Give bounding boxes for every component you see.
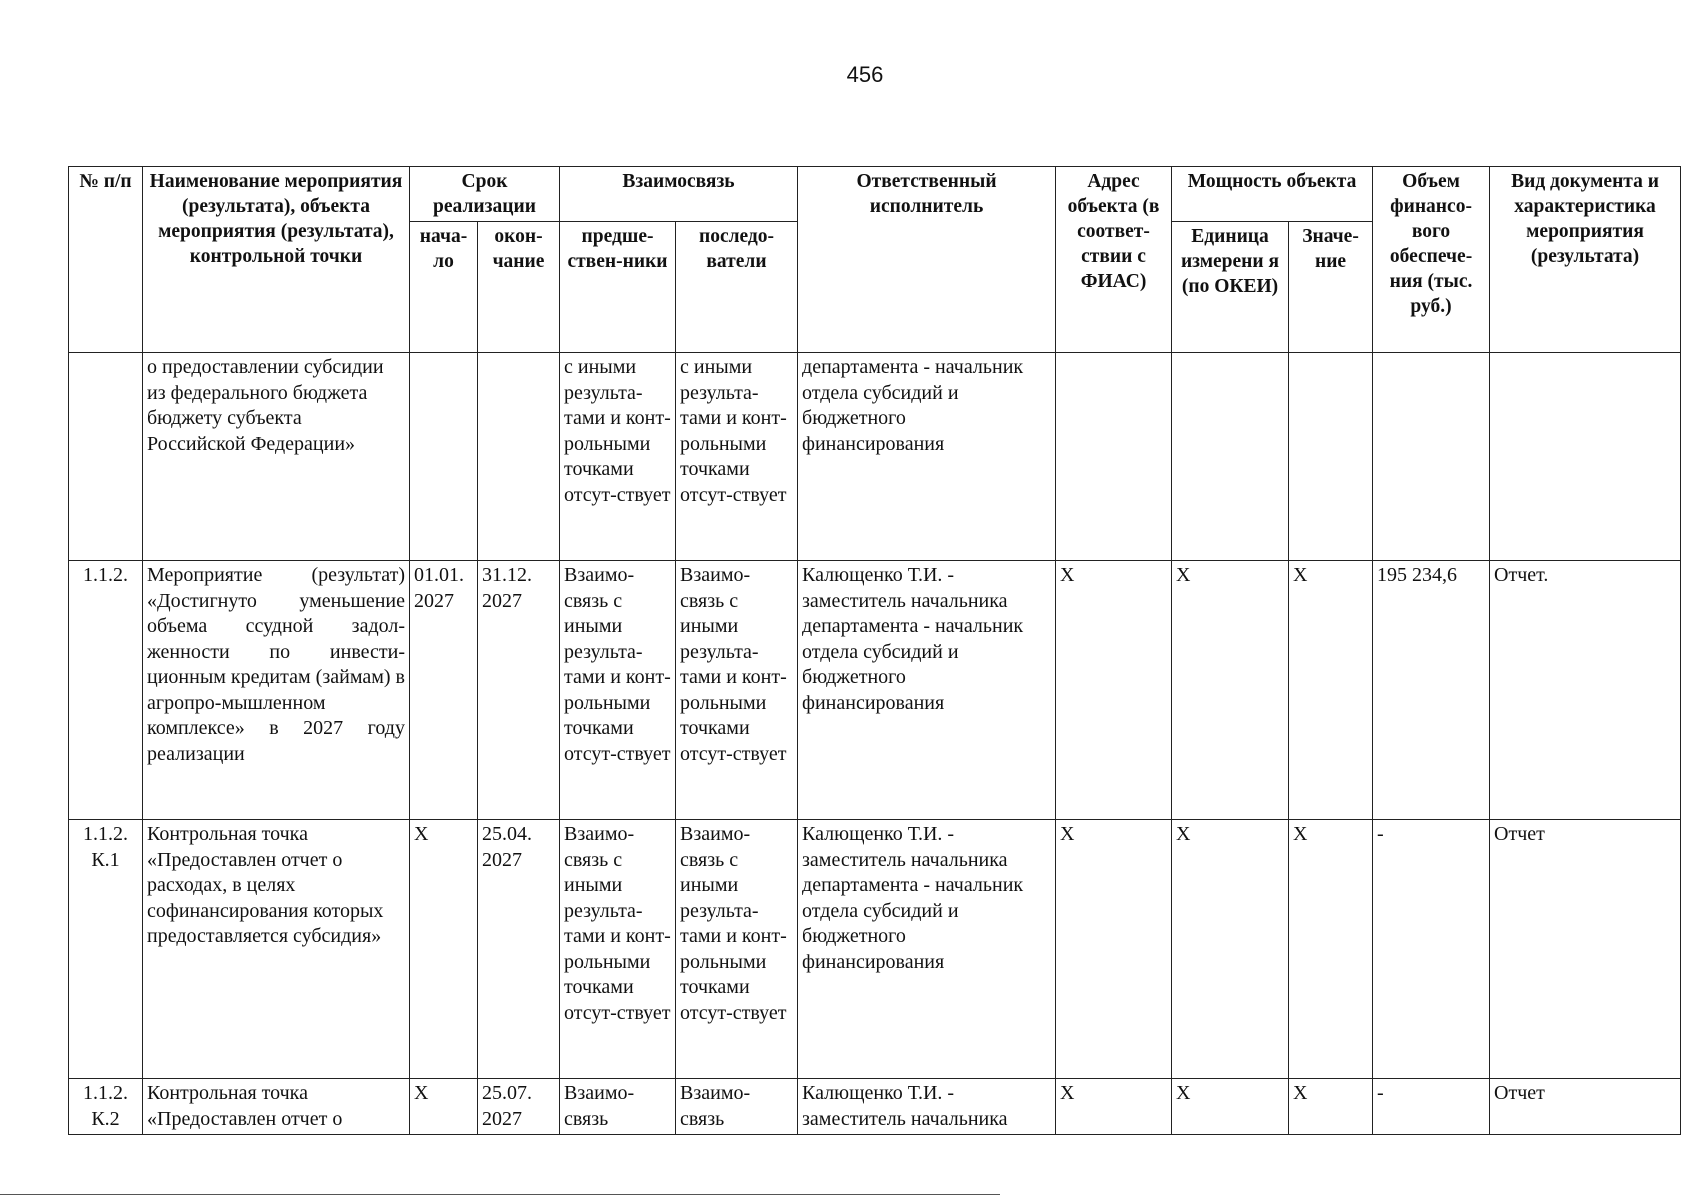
cell-next: Взаимо-связь с иными результа-тами и конт-рольными точками отсут-ствует (676, 561, 798, 820)
cell-value: X (1289, 561, 1373, 820)
cell-next: с иными результа-тами и конт-рольными точками отсут-ствует (676, 353, 798, 561)
header-name: Наименование мероприятия (результата), объекта мероприятия (результата), контрольной точки (143, 167, 410, 353)
cell-unit: X (1172, 1079, 1289, 1135)
header-term: Срок реализации (410, 167, 560, 222)
cell-end: 25.04. 2027 (478, 820, 560, 1079)
table-row (69, 561, 1681, 820)
cell-num: 1.1.2. К.2 (69, 1079, 143, 1135)
header-responsible: Ответственный исполнитель (798, 167, 1056, 353)
header-finance: Объем финансо-вого обеспече-ния (тыс. руб.) (1373, 167, 1490, 353)
cell-end: 25.07. 2027 (478, 1079, 560, 1135)
cell-value: X (1289, 820, 1373, 1079)
cell-unit (1172, 353, 1289, 561)
cell-doc: Отчет (1490, 820, 1681, 1079)
header-term-end: окон-чание (478, 222, 560, 353)
cell-address: X (1056, 1079, 1172, 1135)
cell-unit: X (1172, 820, 1289, 1079)
header-relation-next: последо-ватели (676, 222, 798, 353)
cell-address: X (1056, 561, 1172, 820)
header-capacity-value: Значе-ние (1289, 222, 1373, 353)
cell-responsible: Калющенко Т.И. - заместитель начальника (798, 1079, 1056, 1135)
scan-artifact-line (0, 1194, 1000, 1195)
cell-num: 1.1.2. (69, 561, 143, 820)
cell-finance: - (1373, 820, 1490, 1079)
cell-responsible: департамента - начальник отдела субсидий и бюджетного финансирования (798, 353, 1056, 561)
cell-num (69, 353, 143, 561)
plan-table (68, 166, 1681, 1135)
cell-num: 1.1.2. К.1 (69, 820, 143, 1079)
table-row (69, 820, 1681, 1079)
cell-doc: Отчет (1490, 1079, 1681, 1135)
cell-start: 01.01. 2027 (410, 561, 478, 820)
table-body (69, 353, 1681, 1135)
cell-responsible: Калющенко Т.И. - заместитель начальника департамента - начальник отдела субсидий и бюджетного финансирования (798, 820, 1056, 1079)
cell-finance: - (1373, 1079, 1490, 1135)
header-relation: Взаимосвязь (560, 167, 798, 222)
cell-address: X (1056, 820, 1172, 1079)
header-doc-type: Вид документа и характеристика мероприятия (результата) (1490, 167, 1681, 353)
cell-address (1056, 353, 1172, 561)
header-address: Адрес объекта (в соответ-ствии с ФИАС) (1056, 167, 1172, 353)
cell-start: X (410, 1079, 478, 1135)
cell-responsible: Калющенко Т.И. - заместитель начальника департамента - начальник отдела субсидий и бюджетного финансирования (798, 561, 1056, 820)
header-relation-prev: предше-ствен-ники (560, 222, 676, 353)
cell-value: X (1289, 1079, 1373, 1135)
table-header (69, 167, 1681, 353)
cell-start (410, 353, 478, 561)
cell-doc: Отчет. (1490, 561, 1681, 820)
header-capacity-unit: Единица измерени я (по ОКЕИ) (1172, 222, 1289, 353)
cell-next: Взаимо-связь (676, 1079, 798, 1135)
cell-name: о предоставлении субсидии из федерального бюджета бюджету субъекта Российской Федерации» (143, 353, 410, 561)
cell-next: Взаимо-связь с иными результа-тами и конт-рольными точками отсут-ствует (676, 820, 798, 1079)
cell-start: X (410, 820, 478, 1079)
cell-prev: Взаимо-связь с иными результа-тами и конт-рольными точками отсут-ствует (560, 561, 676, 820)
header-num: № п/п (69, 167, 143, 353)
table-row (69, 1079, 1681, 1135)
cell-value (1289, 353, 1373, 561)
table-row (69, 353, 1681, 561)
cell-unit: X (1172, 561, 1289, 820)
cell-end: 31.12. 2027 (478, 561, 560, 820)
cell-end (478, 353, 560, 561)
cell-prev: с иными результа-тами и конт-рольными точками отсут-ствует (560, 353, 676, 561)
cell-name: Контрольная точка «Предоставлен отчет о расходах, в целях софинансирования которых предоставляется субсидия» (143, 820, 410, 1079)
cell-prev: Взаимо-связь с иными результа-тами и конт-рольными точками отсут-ствует (560, 820, 676, 1079)
header-term-start: нача-ло (410, 222, 478, 353)
cell-name: Контрольная точка «Предоставлен отчет о (143, 1079, 410, 1135)
cell-prev: Взаимо-связь (560, 1079, 676, 1135)
page-number: 456 (846, 62, 884, 87)
cell-doc (1490, 353, 1681, 561)
header-capacity: Мощность объекта (1172, 167, 1373, 222)
cell-finance (1373, 353, 1490, 561)
cell-finance: 195 234,6 (1373, 561, 1490, 820)
cell-name: Мероприятие (результат) «Достигнуто уменьшение объема ссудной задол-женности по инвести-ционным кредитам (займам) в агропро-мышленном комплексе» в 2027 году реализации (143, 561, 410, 820)
